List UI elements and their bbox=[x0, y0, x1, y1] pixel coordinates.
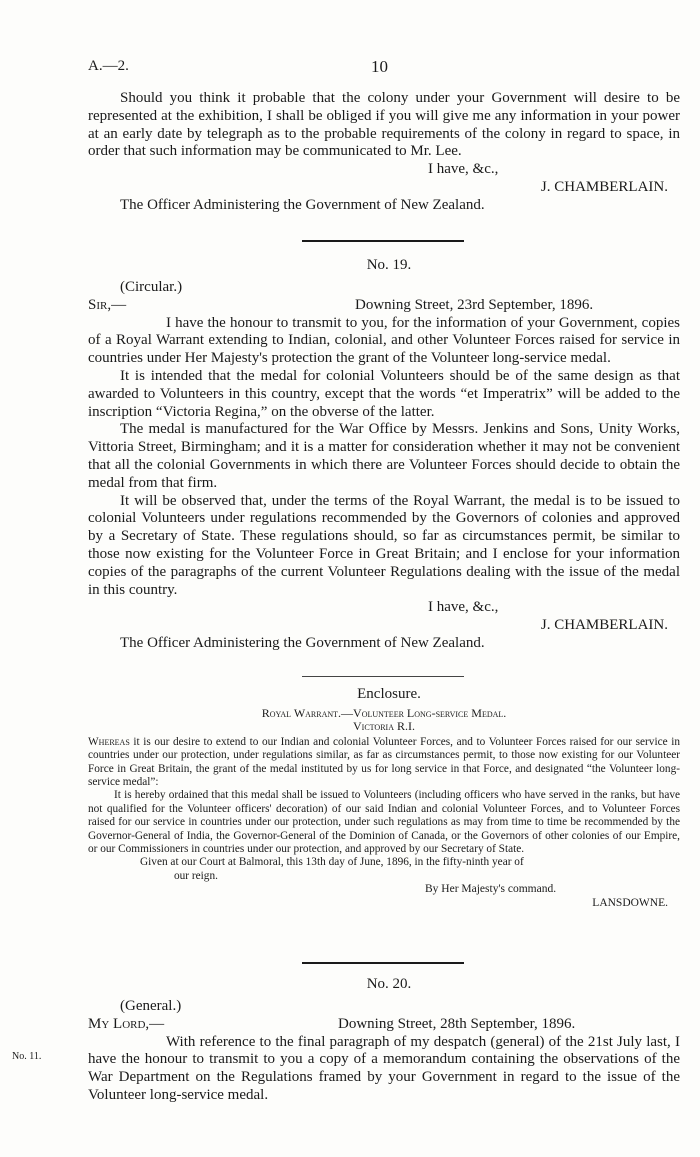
enclosure-command: By Her Majesty's command. bbox=[425, 883, 557, 896]
despatch-19-paragraph: It is intended that the medal for colonial Volunteers should be of the same design as that awarded to Volunteers in this country, except that the words “et Imperatrix” will be added to the inscription “Victoria Regina,” on the obverse of the latter. bbox=[88, 367, 680, 420]
despatch-20-salutation: My Lord,— bbox=[88, 1015, 165, 1032]
intro-addressee: The Officer Administering the Government of New Zealand. bbox=[120, 196, 485, 213]
enclosure-signatory: LANSDOWNE. bbox=[592, 896, 668, 909]
enclosure-paragraph-2: It is hereby ordained that this medal shall be issued to Volunteers (including officers who have served in the ranks, but have not qualified for the Volunteer officers' decoration) of our said Indian and colonial Volunteer Forces, and to Volunteer Forces raised for our service in countries under our protection, under such regulations as may from time to time be recommended by the Governor-General of India, the Governor-General of the Dominion of Canada, or the Governors of other colonies of our Empire, or our Commissioners in countries under our protection, and approved by our Secretary of State. bbox=[88, 789, 680, 856]
despatch-19 bbox=[88, 257, 680, 653]
margin-reference: No. 11. bbox=[12, 1051, 42, 1062]
intro-paragraph: Should you think it probable that the colony under your Government will desire to be represented at the exhibition, I shall be obliged if you will give me any information in your power at an early date by telegraph as to the probable requirements of the colony in regard to space, in order that such information may be communicated to Mr. Lee. bbox=[88, 90, 680, 160]
intro-section bbox=[88, 90, 680, 215]
page-reference: A.—2. bbox=[88, 58, 129, 74]
enclosure-title: Royal Warrant.—Volunteer Long-service Medal. bbox=[261, 706, 507, 720]
despatch-20-paragraph: With reference to the final paragraph of my despatch (general) of the 21st July last, I have the honour to transmit to you a copy of a memorandum containing the observations of the War Department on the Regulations framed by your Government in regard to the issue of the Volunteer long-service medal. bbox=[88, 1033, 680, 1103]
despatch-19-paragraph: I have the honour to transmit to you, for the information of your Government, copies of a Royal Warrant extending to Indian, colonial, and other Volunteer Forces raised for service in countries under Her Majesty's protection the grant of the Volunteer long-service medal. bbox=[88, 314, 680, 367]
intro-closing: I have, &c., bbox=[428, 161, 499, 178]
section-divider bbox=[302, 240, 464, 242]
despatch-19-number: No. 19. bbox=[366, 257, 412, 273]
section-divider bbox=[302, 962, 464, 964]
whereas-word: Whereas bbox=[88, 735, 130, 748]
enclosure-given-cont: our reign. bbox=[174, 869, 218, 882]
despatch-19-type: (Circular.) bbox=[120, 278, 183, 295]
intro-signature: J. CHAMBERLAIN. bbox=[540, 178, 668, 195]
enclosure-divider bbox=[302, 676, 464, 677]
enclosure-paragraph-1: Whereas it is our desire to extend to our Indian and colonial Volunteer Forces, and to Volunteer Forces raised for our service in countries under our protection, under regulations similar, as far as circumstances permit, to those now existing for our Volunteer Force in Great Britain, the grant of the medal instituted by us for long service in that Force, and designated “the Volunteer long-service medal”: bbox=[88, 735, 680, 789]
enclosure-subtitle: Victoria R.I. bbox=[353, 719, 415, 734]
despatch-19-signature: J. CHAMBERLAIN. bbox=[540, 617, 668, 634]
despatch-20-type: (General.) bbox=[120, 997, 182, 1014]
despatch-19-closing: I have, &c., bbox=[428, 599, 499, 616]
enclosure-given: Given at our Court at Balmoral, this 13th day of June, 1896, in the fifty-ninth year of bbox=[140, 856, 524, 869]
despatch-19-paragraph: It will be observed that, under the terms of the Royal Warrant, the medal is to be issued to colonial Volunteers under regulations recommended by the Governors of colonies and approved by a Secretary of State. These regulations should, so far as circumstances permit, be similar to those now existing for the Volunteer Force in Great Britain; and I enclose for your information copies of the paragraphs of the current Volunteer Regulations dealing with the issue of the medal in this country. bbox=[88, 492, 680, 598]
enclosure-heading-block bbox=[88, 686, 680, 704]
despatch-20-dateline: Downing Street, 28th September, 1896. bbox=[338, 1015, 576, 1032]
page-number: 10 bbox=[371, 57, 388, 76]
despatch-20-number: No. 20. bbox=[366, 976, 412, 992]
despatch-19-addressee: The Officer Administering the Government of New Zealand. bbox=[120, 634, 485, 651]
enclosure-body bbox=[88, 707, 680, 910]
despatch-19-dateline: Downing Street, 23rd September, 1896. bbox=[355, 296, 594, 313]
enclosure-heading: Enclosure. bbox=[357, 686, 421, 702]
despatch-19-salutation: Sir,— bbox=[88, 296, 127, 313]
despatch-20 bbox=[88, 976, 680, 1105]
despatch-19-paragraph: The medal is manufactured for the War Office by Messrs. Jenkins and Sons, Unity Works, Vittoria Street, Birmingham; and it is a matter for consideration whether it may not be convenient that all the colonial Governments in which there are Volunteer Forces should decide to obtain the medal from that firm. bbox=[88, 421, 680, 491]
